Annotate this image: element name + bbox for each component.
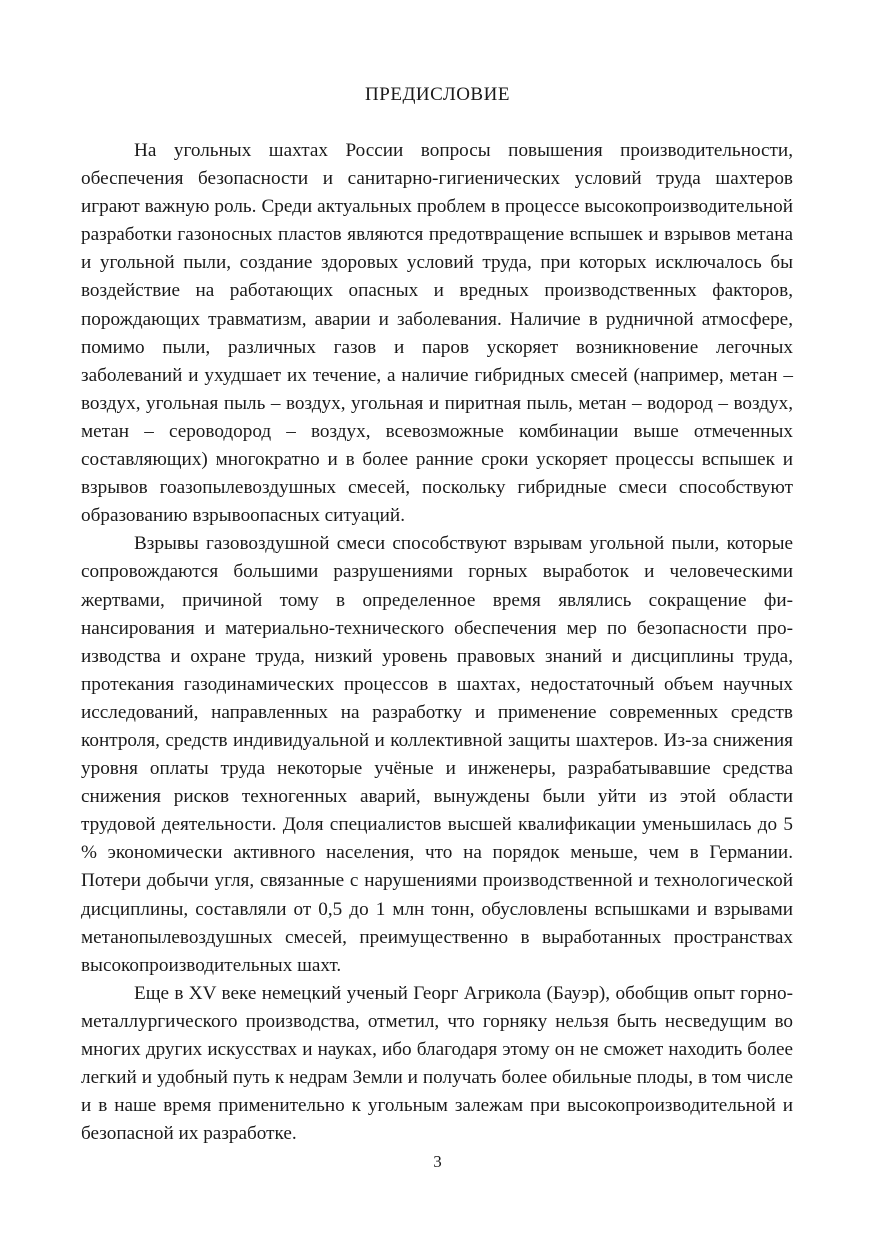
- paragraph: Еще в XV веке немецкий ученый Георг Агрикола (Бауэр), обобщив опыт горно-металлургического производства, отметил, что горняку нельзя быть несведущим во многих других искусствах и науках, ибо благодаря этому он не сможет находить более легкий и удобный путь к недрам Земли и получать более обильные плоды, в том числе и в наше время применительно к угольным залежам при высокопроизводительной и безопасной их разработке.: [81, 982, 793, 1145]
- page-number: 3: [433, 1152, 442, 1171]
- page-title: ПРЕДИСЛОВИЕ: [365, 84, 510, 105]
- body-text: [81, 137, 793, 1148]
- paragraph: Взрывы газовоздушной смеси способствуют взрывам угольной пыли, которые сопровождаются большими разрушениями горных выработок и человеческими жертвами, причиной тому в определенное время являлись сокращение финансирования и материально-технического обеспечения мер по безопасности производства и охране труда, низкий уровень правовых знаний и дисциплины труда, протекания газодинамических процессов в шахтах, недостаточный объем научных исследований, направленных на разработку и применение современных средств контроля, средств индивидуальной и коллективной защиты шахтеров. Из-за снижения уровня оплаты труда некоторые учёные и инженеры, разрабатывавшие средства снижения рисков техногенных аварий, вынуждены были уйти из этой области трудовой деятельности. Доля специалистов высшей квалификации уменьшилась до 5 % экономически активного населения, что на порядок меньше, чем в Германии. Потери добычи угля, связанные с нарушениями производственной и технологической дисциплины, составляли от 0,5 до 1 млн тонн, обусловлены вспышками и взрывами метанопылевоздушных смесей, преимущественно в выработанных пространствах высокопроизводительных шахт.: [81, 533, 793, 976]
- paragraph: На угольных шахтах России вопросы повышения производительности, обеспечения безопасности и санитарно-гигиенических условий труда шахтеров играют важную роль. Среди актуальных проблем в процессе высокопроизводительной разработки газоносных пластов являются предотвращение вспышек и взрывов метана и угольной пыли, создание здоровых условий труда, при которых исключалось бы воздействие на работающих опасных и вредных производственных факторов, порождающих травматизм, аварии и заболевания. Наличие в рудничной атмосфере, помимо пыли, различных газов и паров ускоряет возникновение легочных заболеваний и ухудшает их течение, а наличие гибридных смесей (например, метан – воздух, угольная пыль – воздух, угольная и пиритная пыль, метан – водород – воздух, метан – сероводород – воздух, всевозможные комбинации выше отмеченных составляющих) многократно и в более ранние сроки ускоряет процессы вспышек и взрывов гоазопылевоздушных смесей, поскольку гибридные смеси способствуют образованию взрывоопасных ситуаций.: [81, 140, 793, 527]
